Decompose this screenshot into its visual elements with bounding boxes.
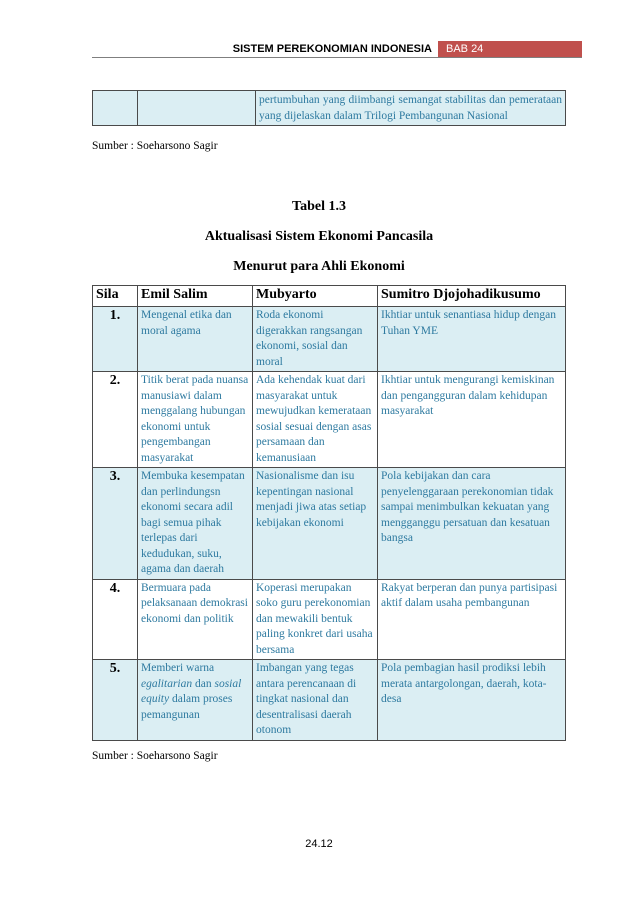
table-cell-empty [93, 91, 138, 126]
cell-sumitro: Ikhtiar untuk senantiasa hidup dengan Tuhan YME [378, 307, 566, 372]
table-cell-text: pertumbuhan yang diimbangi semangat stabilitas dan pemerataan yang dijelaskan dalam Trilogi Pembangunan Nasional [256, 91, 566, 126]
chapter-badge: BAB 24 [438, 41, 582, 58]
cell-mubyarto: Nasionalisme dan isu kepentingan nasional menjadi jiwa atas setiap kebijakan ekonomi [253, 468, 378, 580]
header-sumitro: Sumitro Djojohadikusumo [378, 286, 566, 307]
emil-text-italic: egalitarian [141, 677, 193, 690]
cell-mubyarto: Roda ekonomi digerakkan rangsangan ekonomi, sosial dan moral [253, 307, 378, 372]
source-note: Sumber : Soeharsono Sagir [92, 750, 218, 762]
table-row [93, 372, 566, 468]
table-number: Tabel 1.3 [292, 199, 346, 214]
sila-number: 3. [93, 468, 138, 580]
continued-table [92, 90, 566, 126]
cell-emil-salim [138, 660, 253, 741]
table-subtitle: Menurut para Ahli Ekonomi [233, 259, 405, 274]
page-number: 24.12 [305, 838, 333, 850]
pancasila-economy-table [92, 285, 566, 741]
table-row [93, 660, 566, 741]
cell-emil-salim: Bermuara pada pelaksanaan demokrasi ekonomi dan politik [138, 579, 253, 660]
sila-number: 2. [93, 372, 138, 468]
table-row [93, 91, 566, 126]
table-row [93, 468, 566, 580]
header-title: SISTEM PEREKONOMIAN INDONESIA [92, 41, 438, 58]
table-row [93, 307, 566, 372]
header-mubyarto: Mubyarto [253, 286, 378, 307]
emil-text-prefix: Memberi warna [141, 662, 215, 674]
cell-emil-salim: Mengenal etika dan moral agama [138, 307, 253, 372]
table-header-row [93, 286, 566, 307]
sila-number: 1. [93, 307, 138, 372]
cell-emil-salim: Membuka kesempatan dan perlindungsn ekonomi secara adil bagi semua pihak terlepas dari kedudukan, suku, agama dan daerah [138, 468, 253, 580]
emil-text-italic: sosial equity [141, 677, 242, 705]
sila-number: 5. [93, 660, 138, 741]
cell-sumitro: Rakyat berperan dan punya partisipasi aktif dalam usaha pembangunan [378, 579, 566, 660]
cell-sumitro: Pola pembagian hasil prodiksi lebih merata antargolongan, daerah, kota-desa [378, 660, 566, 741]
cell-mubyarto: Imbangan yang tegas antara perencanaan di tingkat nasional dan desentralisasi daerah otonom [253, 660, 378, 741]
table-row [93, 579, 566, 660]
header-emil-salim: Emil Salim [138, 286, 253, 307]
cell-mubyarto: Koperasi merupakan soko guru perekonomian dan mewakili bentuk paling konkret dari usaha bersama [253, 579, 378, 660]
emil-text-mid: dan [195, 677, 212, 690]
source-note: Sumber : Soeharsono Sagir [92, 140, 218, 152]
header-sila: Sila [93, 286, 138, 307]
table-cell-empty [138, 91, 256, 126]
cell-mubyarto: Ada kehendak kuat dari masyarakat untuk mewujudkan kemerataan sosial sesuai dengan asas persamaan dan kemanusiaan [253, 372, 378, 468]
cell-sumitro: Pola kebijakan dan cara penyelenggaraan perekonomian tidak sampai menimbulkan kekuatan yang mengganggu persatuan dan kesatuan bangsa [378, 468, 566, 580]
cell-sumitro: Ikhtiar untuk mengurangi kemiskinan dan pengangguran dalam kehidupan masyarakat [378, 372, 566, 468]
table-title: Aktualisasi Sistem Ekonomi Pancasila [204, 229, 434, 244]
cell-emil-salim: Titik berat pada nuansa manusiawi dalam menggalang hubungan ekonomi untuk pengembangan masyarakat [138, 372, 253, 468]
page-header [92, 41, 582, 58]
emil-text-suffix: dalam proses pemangunan [141, 693, 233, 721]
sila-number: 4. [93, 579, 138, 660]
